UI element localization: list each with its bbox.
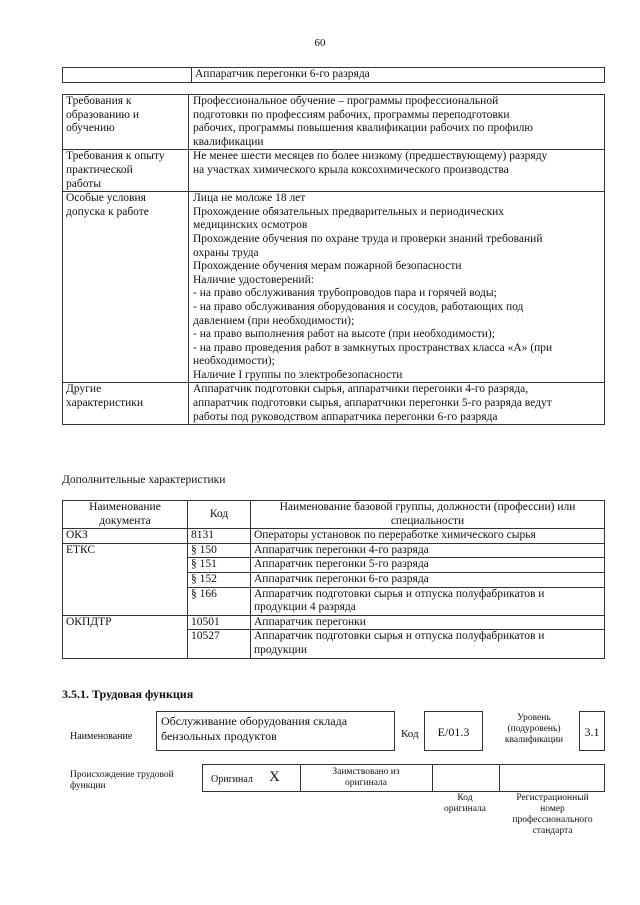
name-cell: Аппаратчик подготовки сырья и отпуска полуфабрикатов и продукции 4 разряда [251, 587, 605, 615]
special-conditions-label: Особые условия допуска к работе [63, 192, 189, 383]
labor-function-heading: 3.5.1. Трудовая функция [62, 687, 194, 701]
name-cell: Операторы установок по переработке химического сырья [251, 529, 605, 544]
table-row [63, 192, 605, 383]
table-row [63, 383, 605, 425]
code-cell: 8131 [188, 529, 251, 544]
other-characteristics-label: Другие характеристики [63, 383, 189, 425]
function-code-box: E/01.3 [424, 711, 483, 751]
other-characteristics-value: Аппаратчик подготовки сырья, аппаратчики перегонки 4-го разряда, аппаратчик подготовки сырья, аппаратчики перегонки 5-го разряда ведут работы под руководством аппаратчика перегонки 6-го разряда [189, 383, 605, 425]
qualification-level-box: 3.1 [579, 711, 605, 751]
qualification-level-label: Уровень (подуровень) квалификации [504, 713, 564, 745]
table-row [63, 543, 605, 558]
code-cell: § 152 [188, 572, 251, 587]
code-cell: § 150 [188, 543, 251, 558]
registration-number-label: Регистрационный номер профессионального стандарта [512, 793, 593, 836]
origin-label: Происхождение трудовой функции [70, 770, 174, 791]
additional-characteristics-table [62, 500, 605, 659]
name-cell: Аппаратчик подготовки сырья и отпуска полуфабрикатов и продукции [251, 630, 605, 658]
education-label: Требования к образованию и обучению [63, 95, 189, 150]
name-cell: Аппаратчик перегонки 5-го разряда [251, 558, 605, 573]
origin-code-label: Код оригинала [444, 793, 486, 814]
table-row [63, 615, 605, 630]
table-row [63, 529, 605, 544]
special-conditions-value: Лица не моложе 18 лет Прохождение обязательных предварительных и периодических медицинских осмотров Прохождение обучения по охране труда и проверки знаний требований охраны труда Прохождение обучения мерам пожарной безопасности Наличие удостоверений: - на право обслуживания трубопроводов пара и горячей воды; - на право обслуживания оборудования и сосудов, работающих под давлением (при необходимости); - на право выполнения работ на высоте (при необходимости); - на право проведения работ в замкнутых пространствах класса «А» (при необходимости); Наличие I группы по электробезопасности [189, 192, 605, 383]
requirements-table [62, 94, 605, 425]
experience-value: Не менее шести месяцев по более низкому (предшествующему) разряду на участках химического крыла коксохимического производства [189, 150, 605, 192]
education-value: Профессиональное обучение – программы профессиональной подготовки по профессиям рабочих, программы переподготовки рабочих, программы повышения квалификации рабочих по профилю квалификации [189, 95, 605, 150]
code-cell: § 166 [188, 587, 251, 615]
origin-box [202, 764, 605, 792]
name-cell: Аппаратчик перегонки [251, 615, 605, 630]
original-checkmark: X [269, 769, 280, 785]
borrowed-label: Заимствовано из оригинала [332, 767, 400, 788]
table-row [63, 95, 605, 150]
experience-label: Требования к опыту практической работы [63, 150, 189, 192]
code-cell: § 151 [188, 558, 251, 573]
title-table [62, 67, 605, 83]
doc-cell: ОКПДТР [63, 615, 188, 658]
code-cell: 10501 [188, 615, 251, 630]
code-label: Код [401, 728, 419, 740]
header-document: Наименование документа [63, 501, 188, 529]
header-name: Наименование базовой группы, должности (профессии) или специальности [251, 501, 605, 529]
additional-characteristics-caption: Дополнительные характеристики [62, 474, 226, 486]
page-number: 60 [314, 37, 326, 49]
name-label: Наименование [70, 731, 133, 742]
name-cell: Аппаратчик перегонки 6-го разряда [251, 572, 605, 587]
code-cell: 10527 [188, 630, 251, 658]
original-label: Оригинал [211, 774, 253, 785]
table-header-row [63, 501, 605, 529]
doc-cell: ЕТКС [63, 543, 188, 615]
profession-title: Аппаратчик перегонки 6-го разряда [192, 68, 605, 83]
function-name-box: Обслуживание оборудования склада бензольных продуктов [156, 711, 395, 751]
doc-cell: ОКЗ [63, 529, 188, 544]
table-row [63, 150, 605, 192]
title-empty-cell [63, 68, 192, 83]
name-cell: Аппаратчик перегонки 4-го разряда [251, 543, 605, 558]
header-code: Код [188, 501, 251, 529]
